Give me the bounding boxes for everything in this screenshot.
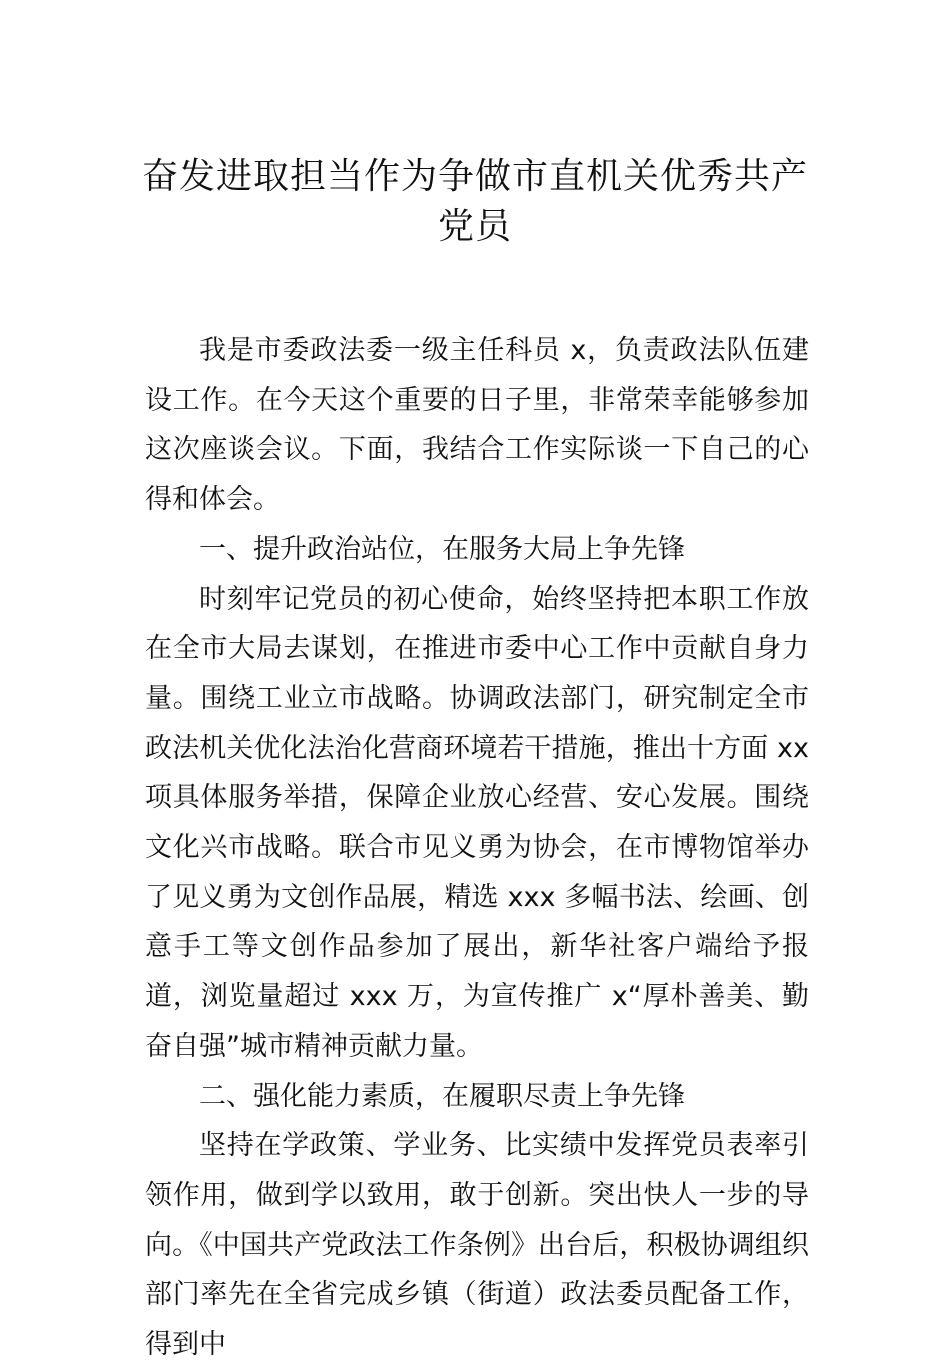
document-title: 奋发进取担当作为争做市直机关优秀共产党员 xyxy=(141,156,808,247)
section-heading-1: 一、提升政治站位，在服务大局上争先锋 xyxy=(199,533,685,565)
section-heading-2: 二、强化能力素质，在履职尽责上争先锋 xyxy=(199,1080,685,1112)
paragraph-section-2: 坚持在学政策、学业务、比实绩中发挥党员表率引领作用，做到学以致用，敢于创新。突出快人一步的导向。《中国共产党政法工作条例》出台后，积极协调组织部门率先在全省完成乡镇（街道）政法委员配备工作，得到中 xyxy=(145,1130,809,1361)
paragraph-intro: 我是市委政法委一级主任科员 x，负责政法队伍建设工作。在今天这个重要的日子里，非常荣幸能够参加这次座谈会议。下面，我结合工作实际谈一下自己的心得和体会。 xyxy=(145,335,809,516)
document-body xyxy=(145,326,809,1370)
paragraph-section-1: 时刻牢记党员的初心使命，始终坚持把本职工作放在全市大局去谋划，在推进市委中心工作中贡献自身力量。围绕工业立市战略。协调政法部门，研究制定全市政法机关优化法治化营商环境若干措施，推出十方面 xx 项具体服务举措，保障企业放心经营、安心发展。围绕文化兴市战略。联合市见义勇为协会，在市博物馆举办了见义勇为文创作品展，精选 xxx 多幅书法、绘画、创意手工等文创作品参加了展出，新华社客户端给予报道，浏览量超过 xxx 万，为宣传推广 x“厚朴善美、勤奋自强”城市精神贡献力量。 xyxy=(145,583,809,1062)
